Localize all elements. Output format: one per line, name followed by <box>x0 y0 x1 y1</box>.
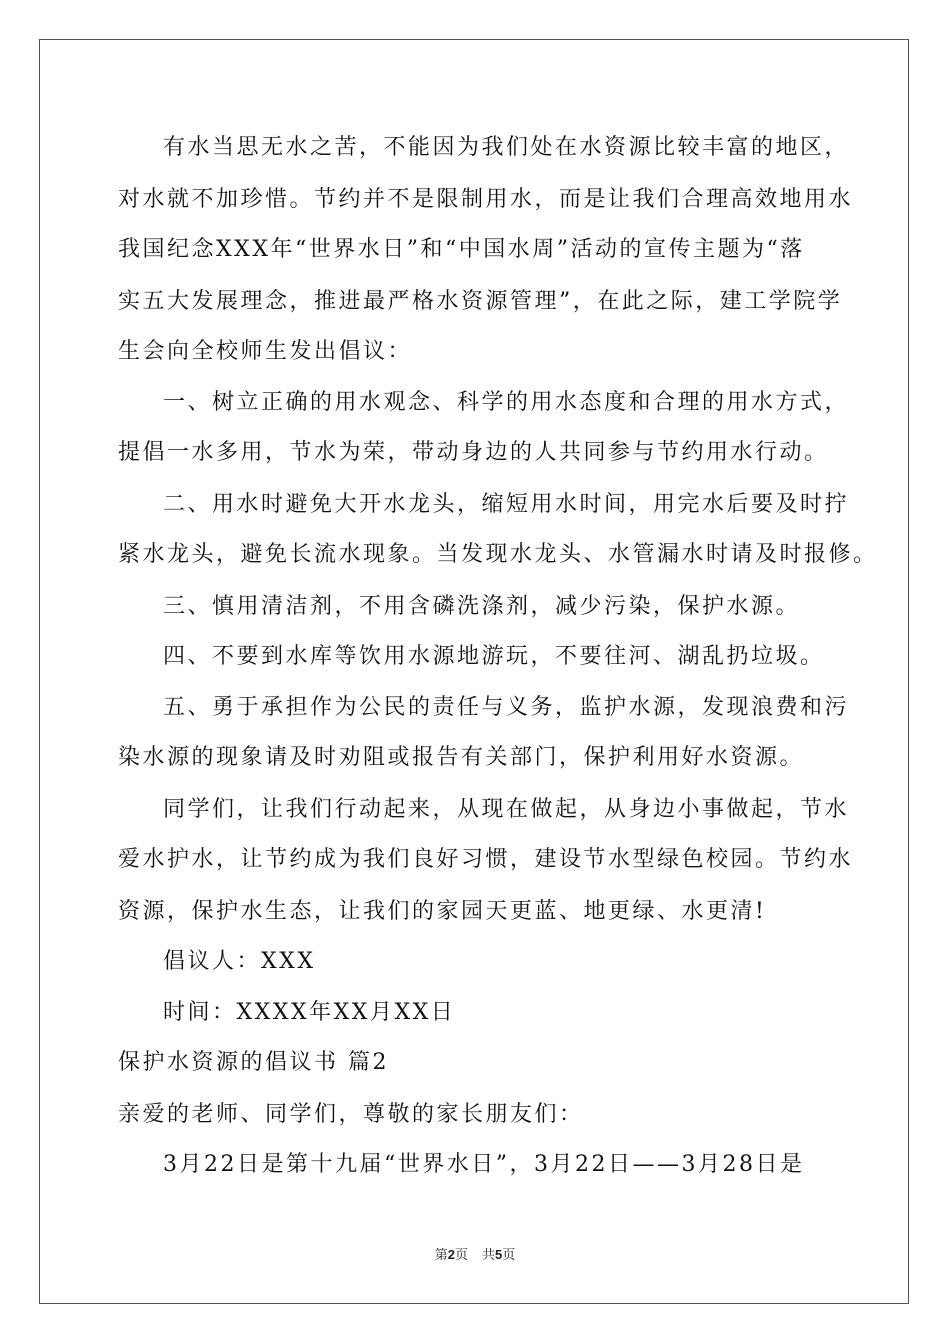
total-suffix: 页 <box>502 1248 516 1263</box>
paragraph-line: 三、慎用清洁剂，不用含磷洗涤剂，减少污染，保护水源。 <box>163 594 801 619</box>
page-number: 2 <box>447 1247 455 1262</box>
paragraph-line: 同学们，让我们行动起来，从现在做起，从身边小事做起，节水 <box>163 797 850 822</box>
paragraph-line: 生会向全校师生发出倡议： <box>118 339 413 364</box>
total-pages: 5 <box>495 1247 503 1262</box>
page-suffix: 页 <box>454 1248 468 1263</box>
paragraph-line: 实五大发展理念，推进最严格水资源管理”，在此之际，建工学院学 <box>118 289 843 314</box>
paragraph-line: 有水当思无水之苦，不能因为我们处在水资源比较丰富的地区， <box>163 135 850 160</box>
page-footer <box>0 1244 950 1263</box>
section-heading: 保护水资源的倡议书 篇2 <box>118 1050 389 1075</box>
paragraph-line: 提倡一水多用，节水为荣，带动身边的人共同参与节约用水行动。 <box>118 440 829 465</box>
paragraph-line: 对水就不加珍惜。节约并不是限制用水，而是让我们合理高效地用水 <box>118 187 854 212</box>
signatory-line: 倡议人：XXX <box>163 949 316 974</box>
paragraph-line: 一、树立正确的用水观念、科学的用水态度和合理的用水方式， <box>163 390 850 415</box>
paragraph-line: 资源，保护水生态，让我们的家园天更蓝、地更绿、水更清! <box>118 899 767 924</box>
paragraph-line: 我国纪念XXX年“世界水日”和“中国水周”活动的宣传主题为“落 <box>118 237 805 262</box>
date-line: 时间：XXXX年XX月XX日 <box>163 1000 456 1025</box>
salutation-line: 亲爱的老师、同学们，尊敬的家长朋友们： <box>118 1102 584 1127</box>
paragraph-line: 二、用水时避免大开水龙头，缩短用水时间，用完水后要及时拧 <box>163 492 850 517</box>
total-prefix: 共 <box>482 1248 496 1263</box>
paragraph-line: 染水源的现象请及时劝阻或报告有关部门，保护利用好水资源。 <box>118 745 805 770</box>
paragraph-line: 3月22日是第十九届“世界水日”，3月22日——3月28日是 <box>163 1152 805 1177</box>
paragraph-line: 四、不要到水库等饮用水源地游玩，不要往河、湖乱扔垃圾。 <box>163 644 825 669</box>
page-prefix: 第 <box>434 1248 448 1263</box>
paragraph-line: 五、勇于承担作为公民的责任与义务，监护水源，发现浪费和污 <box>163 695 850 720</box>
paragraph-line: 爱水护水，让节约成为我们良好习惯，建设节水型绿色校园。节约水 <box>118 847 854 872</box>
paragraph-line: 紧水龙头，避免长流水现象。当发现水龙头、水管漏水时请及时报修。 <box>118 542 878 567</box>
